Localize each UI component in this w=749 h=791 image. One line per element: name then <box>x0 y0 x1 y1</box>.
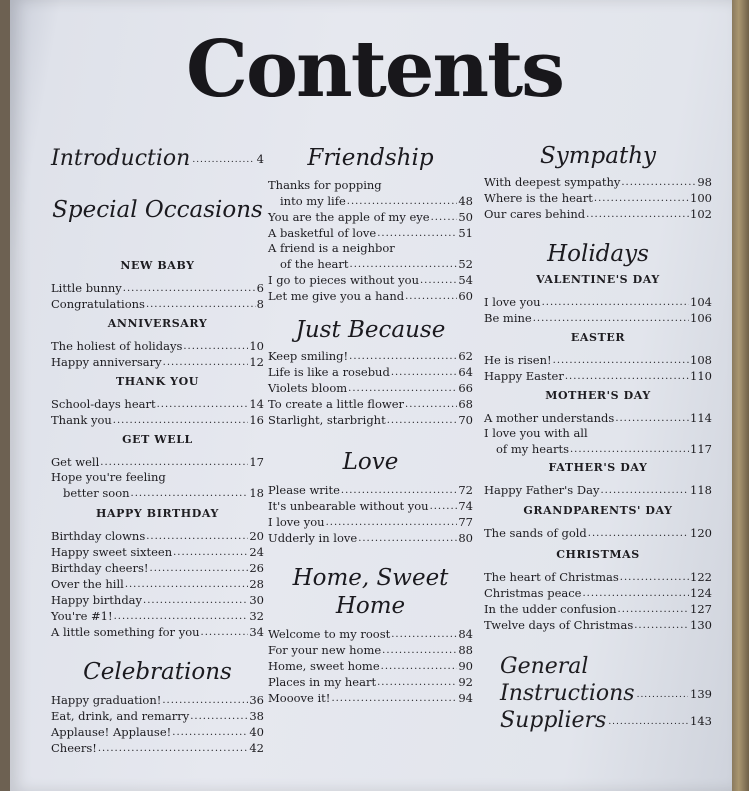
toc-entry: Home, sweet home ..... 90 <box>268 658 473 674</box>
toc-entry: Please write ..... 72 <box>268 482 473 498</box>
section-friendship <box>268 144 473 304</box>
section-mothers-day <box>484 388 712 457</box>
toc-entry: You are the apple of my eye ..... 50 <box>268 209 473 225</box>
toc-entry: To create a little flower ..... 68 <box>268 396 473 412</box>
toc-entry-line: A friend is a neighbor <box>268 241 395 255</box>
toc-entry: I love you ..... 104 <box>484 294 712 310</box>
toc-entry: Happy anniversary ..... 12 <box>51 354 264 370</box>
valentines-heading: VALENTINE'S DAY <box>536 273 660 286</box>
section-thank-you <box>51 374 264 428</box>
instructions-entry <box>500 681 712 706</box>
toc-entry: Happy graduation! ..... 36 <box>51 692 264 708</box>
toc-entry: Violets bloom ..... 66 <box>268 380 473 396</box>
section-grandparents-day <box>484 503 712 541</box>
fathers-day-heading: FATHER'S DAY <box>548 461 648 474</box>
page-title: Contents <box>185 24 564 115</box>
new-baby-heading: NEW BABY <box>120 259 195 272</box>
toc-entry: You're #1! ..... 32 <box>51 608 264 624</box>
toc-entry: Cheers! ..... 42 <box>51 740 264 756</box>
section-just-because <box>268 316 473 428</box>
section-fathers-day <box>484 460 712 498</box>
toc-entry: into my life ..... 48 <box>268 193 473 209</box>
toc-entry: The sands of gold ..... 120 <box>484 525 712 541</box>
toc-entry: With deepest sympathy ..... 98 <box>484 174 712 190</box>
section-general <box>500 654 712 733</box>
toc-entry: Starlight, starbright ..... 70 <box>268 412 473 428</box>
sympathy-heading: Sympathy <box>539 143 657 169</box>
toc-entry: In the udder confusion ..... 127 <box>484 601 712 617</box>
toc-entry-line: Thanks for popping <box>268 178 382 192</box>
section-sympathy <box>484 142 712 222</box>
toc-entry-line: Hope you're feeling <box>51 470 166 484</box>
special-occasions-heading: Special Occasions <box>52 197 263 223</box>
toc-entry: Birthday clowns ..... 20 <box>51 528 264 544</box>
toc-entry: Twelve days of Christmas ..... 130 <box>484 617 712 633</box>
happy-birthday-heading: HAPPY BIRTHDAY <box>96 507 219 520</box>
friendship-heading: Friendship <box>307 145 434 171</box>
easter-heading: EASTER <box>570 331 626 344</box>
just-because-heading: Just Because <box>295 317 446 343</box>
toc-entry: I love you ..... 77 <box>268 514 473 530</box>
section-celebrations <box>51 658 264 756</box>
love-heading: Love <box>342 449 399 475</box>
grandparents-day-heading: GRANDPARENTS' DAY <box>523 504 673 517</box>
suppliers-entry <box>500 708 712 733</box>
section-new-baby <box>51 258 264 312</box>
toc-entry: Little bunny ..... 6 <box>51 280 264 296</box>
celebrations-heading: Celebrations <box>83 659 232 685</box>
toc-entry: Keep smiling! ..... 62 <box>268 348 473 364</box>
introduction-page: 4 <box>256 152 264 166</box>
section-easter <box>484 330 712 384</box>
toc-entry: A basketful of love ..... 51 <box>268 225 473 241</box>
toc-entry: Christmas peace ..... 124 <box>484 585 712 601</box>
get-well-heading: GET WELL <box>122 433 193 446</box>
toc-entry: Places in my heart ..... 92 <box>268 674 473 690</box>
toc-entry: Let me give you a hand ..... 60 <box>268 288 473 304</box>
toc-entry: Udderly in love ..... 80 <box>268 530 473 546</box>
toc-entry: Our cares behind ..... 102 <box>484 206 712 222</box>
toc-entry: Get well ..... 17 <box>51 454 264 470</box>
toc-entry: The holiest of holidays ..... 10 <box>51 338 264 354</box>
suppliers-label: Suppliers <box>500 708 607 733</box>
toc-entry: School-days heart ..... 14 <box>51 396 264 412</box>
toc-entry: Birthday cheers! ..... 26 <box>51 560 264 576</box>
introduction-entry <box>51 146 264 171</box>
toc-entry: Happy sweet sixteen ..... 24 <box>51 544 264 560</box>
toc-entry: Happy Easter ..... 110 <box>484 368 712 384</box>
toc-entry: better soon ..... 18 <box>51 485 264 501</box>
toc-entry: Thank you ..... 16 <box>51 412 264 428</box>
section-home-sweet-home <box>268 564 473 706</box>
toc-entry: Life is like a rosebud ..... 64 <box>268 364 473 380</box>
toc-entry: Where is the heart ..... 100 <box>484 190 712 206</box>
section-christmas <box>484 547 712 633</box>
toc-entry: of my hearts ..... 117 <box>484 441 712 457</box>
home-heading-line1: Home, Sweet <box>292 565 449 591</box>
thank-you-heading: THANK YOU <box>116 375 199 388</box>
toc-entry: Over the hill ..... 28 <box>51 576 264 592</box>
toc-entry-line: I love you with all <box>484 426 588 440</box>
toc-entry: I go to pieces without you ..... 54 <box>268 272 473 288</box>
instructions-label: Instructions <box>500 681 635 706</box>
section-love <box>268 448 473 546</box>
instructions-page: 139 <box>690 687 712 701</box>
toc-entry: Be mine ..... 106 <box>484 310 712 326</box>
toc-entry: For your new home ..... 88 <box>268 642 473 658</box>
toc-entry: Congratulations ..... 8 <box>51 296 264 312</box>
mothers-day-heading: MOTHER'S DAY <box>545 389 651 402</box>
section-anniversary <box>51 316 264 370</box>
page-edge <box>732 0 749 791</box>
toc-entry: Eat, drink, and remarry ..... 38 <box>51 708 264 724</box>
toc-entry: Happy Father's Day ..... 118 <box>484 482 712 498</box>
toc-entry: A mother understands ..... 114 <box>484 410 712 426</box>
toc-entry: Mooove it! ..... 94 <box>268 690 473 706</box>
section-get-well <box>51 432 264 501</box>
suppliers-page: 143 <box>690 714 712 728</box>
christmas-heading: CHRISTMAS <box>556 548 640 561</box>
toc-entry: A little something for you ..... 34 <box>51 624 264 640</box>
toc-entry: Welcome to my roost ..... 84 <box>268 626 473 642</box>
toc-entry: Happy birthday ..... 30 <box>51 592 264 608</box>
toc-entry: The heart of Christmas ..... 122 <box>484 569 712 585</box>
toc-entry: It's unbearable without you ..... 74 <box>268 498 473 514</box>
toc-entry: He is risen! ..... 108 <box>484 352 712 368</box>
toc-entry: Applause! Applause! ..... 40 <box>51 724 264 740</box>
section-happy-birthday <box>51 506 264 640</box>
holidays-heading: Holidays <box>547 241 649 267</box>
general-heading: General <box>500 654 589 679</box>
anniversary-heading: ANNIVERSARY <box>107 317 208 330</box>
section-valentines <box>484 272 712 326</box>
introduction-label: Introduction <box>51 146 191 171</box>
toc-entry: of the heart ..... 52 <box>268 256 473 272</box>
home-heading-line2: Home <box>335 593 406 619</box>
